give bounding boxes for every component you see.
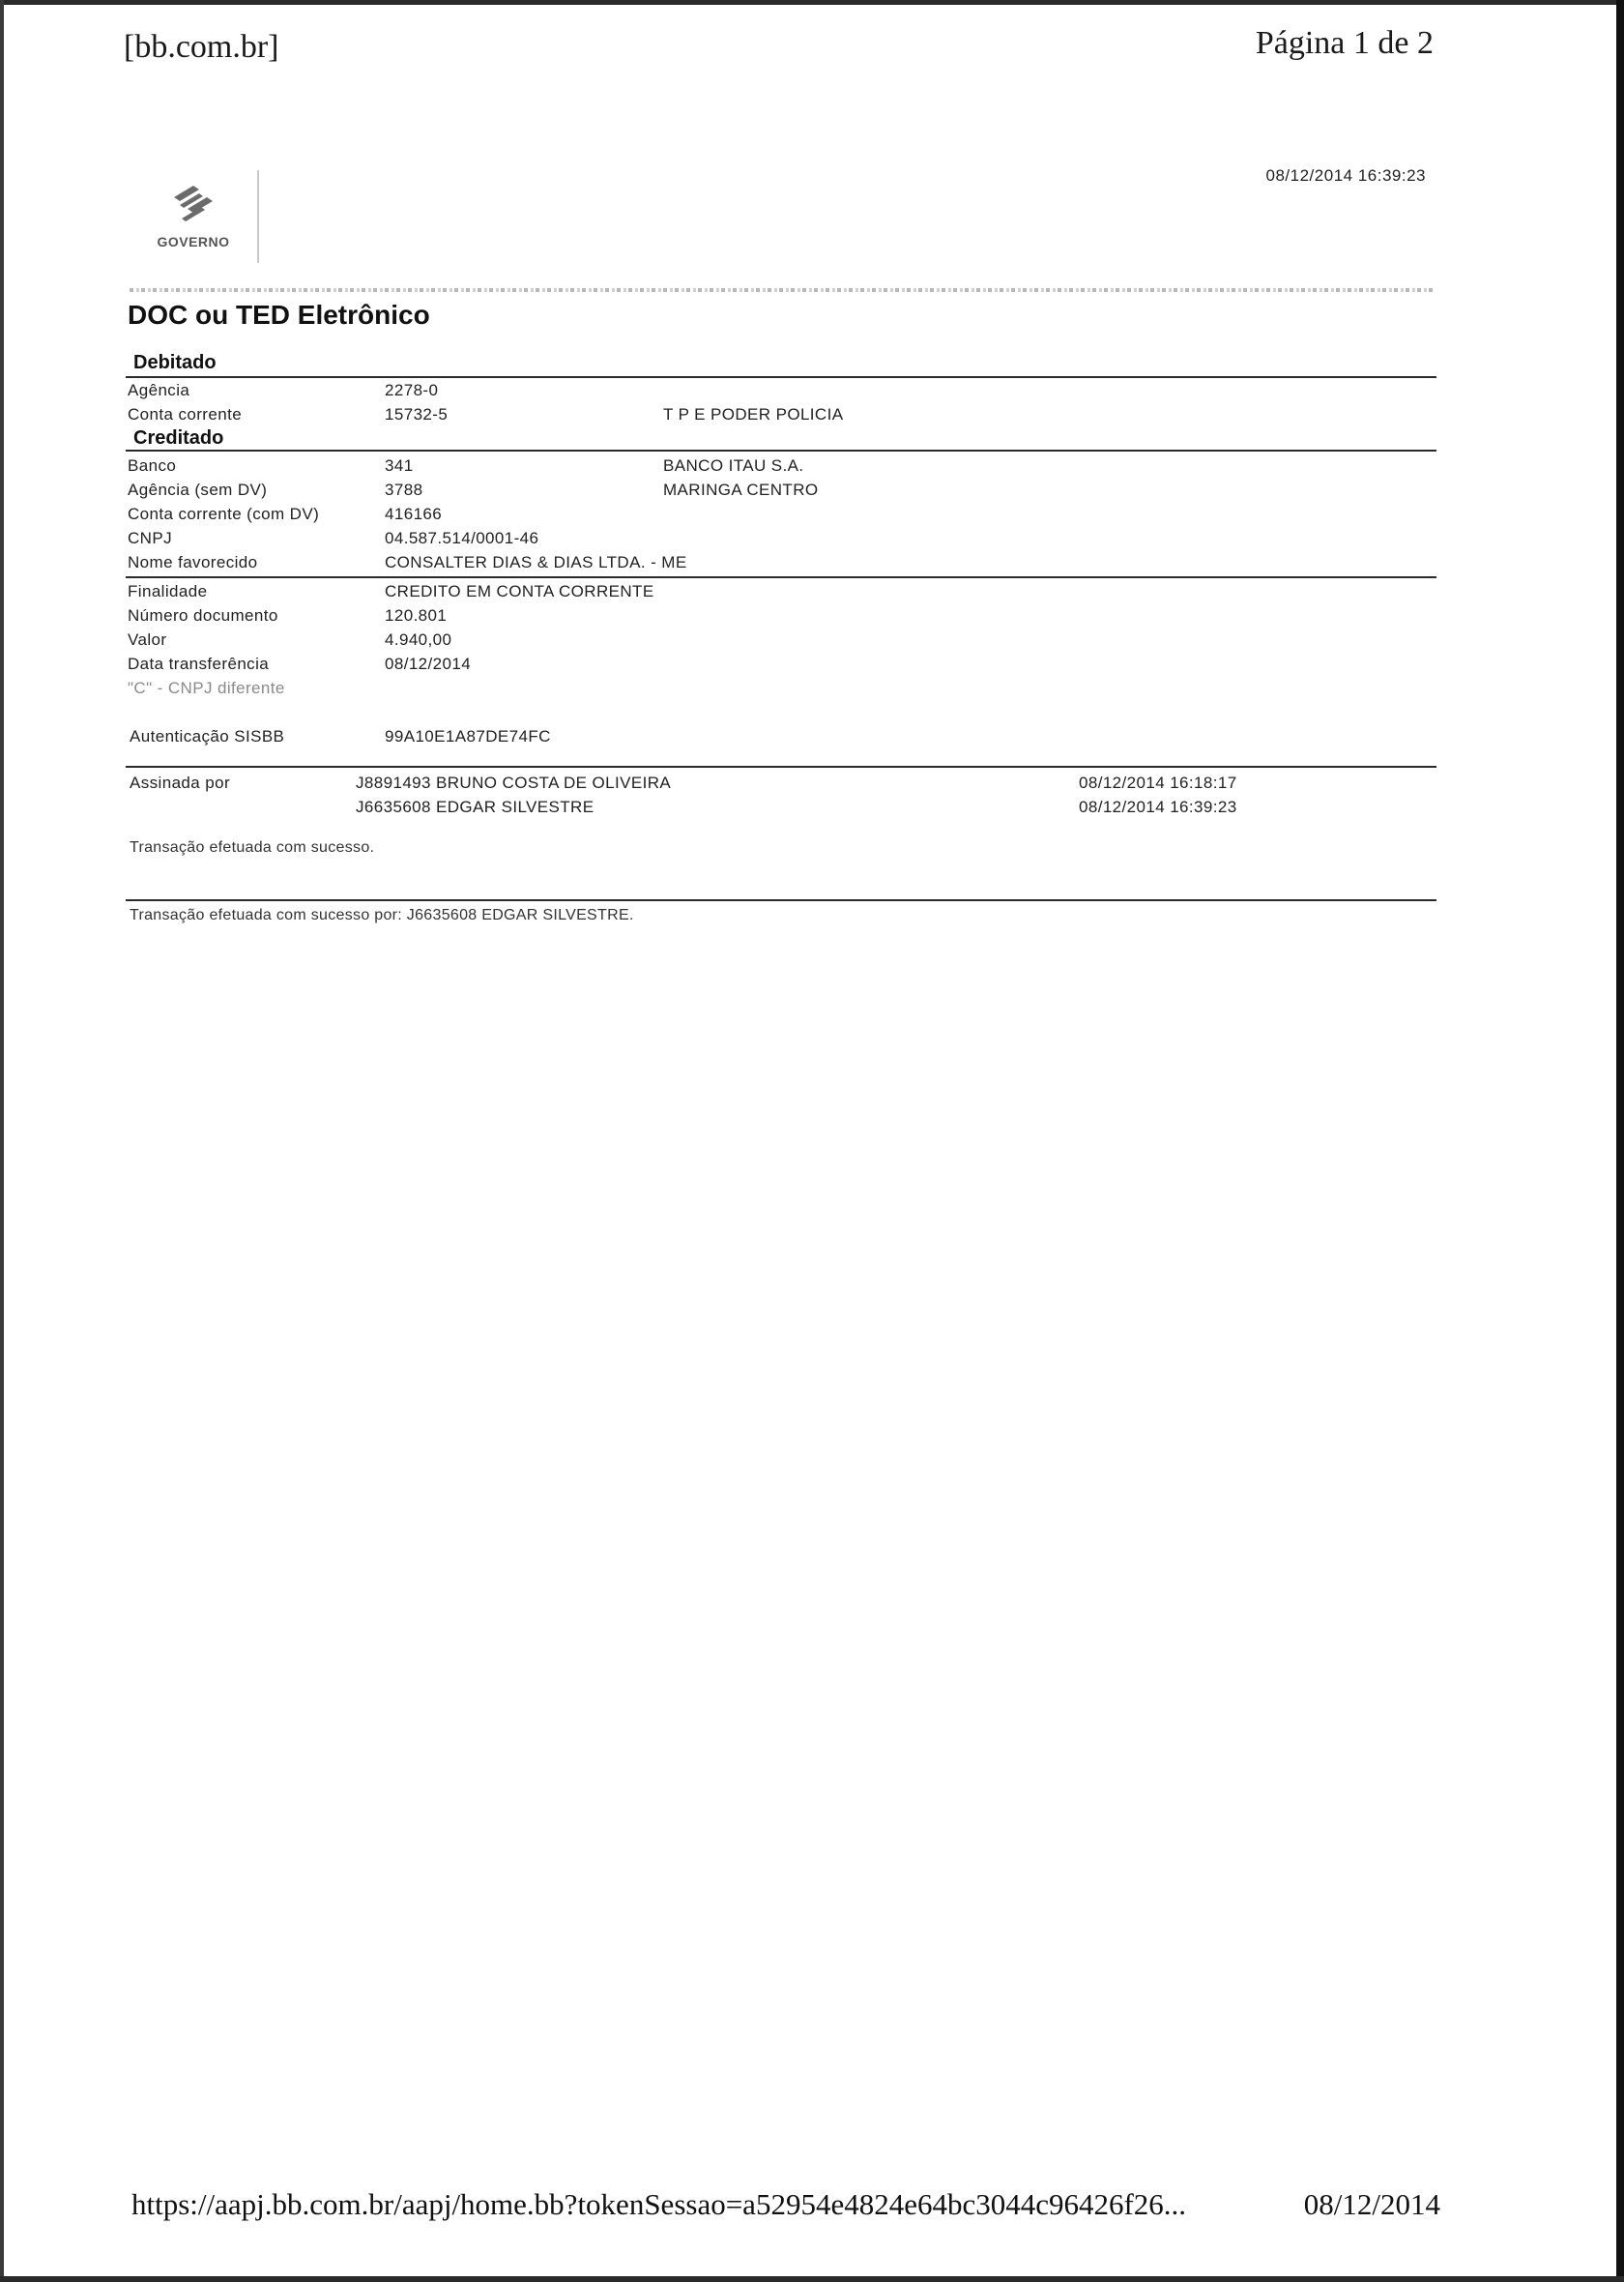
- section-rule: [126, 376, 1436, 378]
- creditado-row-conta: [0, 505, 1624, 528]
- field-label: Agência (sem DV): [128, 481, 268, 499]
- field-extra: MARINGA CENTRO: [663, 481, 819, 499]
- print-header-page: Página 1 de 2: [1255, 25, 1434, 61]
- field-label: Finalidade: [128, 582, 208, 600]
- field-value: 3788: [385, 481, 423, 499]
- detail-row-valor: [0, 630, 1624, 654]
- field-label: Agência: [128, 381, 190, 399]
- detail-row-finalidade: [0, 582, 1624, 605]
- success-message: Transação efetuada com sucesso.: [130, 839, 375, 856]
- section-rule: [126, 766, 1436, 768]
- field-value: 08/12/2014: [385, 655, 472, 673]
- report-timestamp: 08/12/2014 16:39:23: [1265, 166, 1426, 185]
- print-footer-date: 08/12/2014: [1303, 2187, 1440, 2221]
- field-value: 341: [385, 456, 414, 475]
- success-by-message: Transação efetuada com sucesso por: J6635608 EDGAR SILVESTRE.: [130, 907, 634, 923]
- field-value: CREDITO EM CONTA CORRENTE: [385, 582, 654, 600]
- scan-edge-left: [0, 0, 4, 2282]
- bb-logo-icon: [170, 180, 217, 230]
- page-title: DOC ou TED Eletrônico: [128, 300, 430, 330]
- creditado-row-cnpj: [0, 529, 1624, 552]
- field-value: 416166: [385, 505, 443, 523]
- logo-caption: GOVERNO: [157, 234, 230, 249]
- signer-name: J8891493 BRUNO COSTA DE OLIVEIRA: [356, 774, 672, 792]
- field-label: Conta corrente: [128, 405, 243, 424]
- section-debitado-heading: Debitado: [133, 352, 217, 373]
- scan-edge-top: [0, 0, 1624, 5]
- signed-by-label: Assinada por: [130, 774, 231, 792]
- field-label: CNPJ: [128, 529, 172, 547]
- cnpj-note: "C" - CNPJ diferente: [128, 679, 285, 697]
- creditado-row-agencia: [0, 481, 1624, 504]
- scan-edge-right: [1616, 0, 1624, 2282]
- signature-time: 08/12/2014 16:18:17: [1079, 774, 1237, 792]
- field-extra: T P E PODER POLICIA: [663, 405, 844, 424]
- debitado-row-agencia: [0, 381, 1624, 404]
- field-label: Banco: [128, 456, 177, 475]
- detail-row-documento: [0, 606, 1624, 629]
- auth-row: [0, 727, 1624, 750]
- creditado-row-favorecido: [0, 553, 1624, 576]
- bank-logo: [130, 170, 261, 263]
- field-extra: BANCO ITAU S.A.: [663, 456, 804, 475]
- field-value: 4.940,00: [385, 630, 452, 649]
- field-label: Data transferência: [128, 655, 270, 673]
- logo-divider: [257, 170, 259, 263]
- field-label: Conta corrente (com DV): [128, 505, 320, 523]
- print-footer-url: https://aapj.bb.com.br/aapj/home.bb?tokenSessao=a52954e4824e64bc3044c96426f26...: [131, 2187, 1187, 2221]
- field-value: 15732-5: [385, 405, 449, 424]
- detail-note-row: [0, 679, 1624, 702]
- field-value: 120.801: [385, 606, 448, 625]
- field-label: Nome favorecido: [128, 553, 258, 571]
- detail-row-data: [0, 655, 1624, 678]
- section-rule: [126, 450, 1436, 452]
- section-rule: [126, 576, 1436, 578]
- section-creditado-heading: Creditado: [133, 427, 224, 449]
- section-rule: [126, 899, 1436, 901]
- debitado-row-conta: [0, 405, 1624, 428]
- scan-edge-bottom: [0, 2276, 1624, 2282]
- print-header-source: [bb.com.br]: [124, 29, 279, 65]
- signer-name: J6635608 EDGAR SILVESTRE: [356, 798, 594, 816]
- field-label: Número documento: [128, 606, 278, 625]
- auth-value: 99A10E1A87DE74FC: [385, 727, 551, 746]
- field-value: CONSALTER DIAS & DIAS LTDA. - ME: [385, 553, 687, 571]
- creditado-row-banco: [0, 456, 1624, 480]
- field-value: 04.587.514/0001-46: [385, 529, 539, 547]
- header-divider: [130, 288, 1435, 292]
- auth-label: Autenticação SISBB: [130, 727, 285, 746]
- field-label: Valor: [128, 630, 167, 649]
- signature-time: 08/12/2014 16:39:23: [1079, 798, 1237, 816]
- field-value: 2278-0: [385, 381, 439, 399]
